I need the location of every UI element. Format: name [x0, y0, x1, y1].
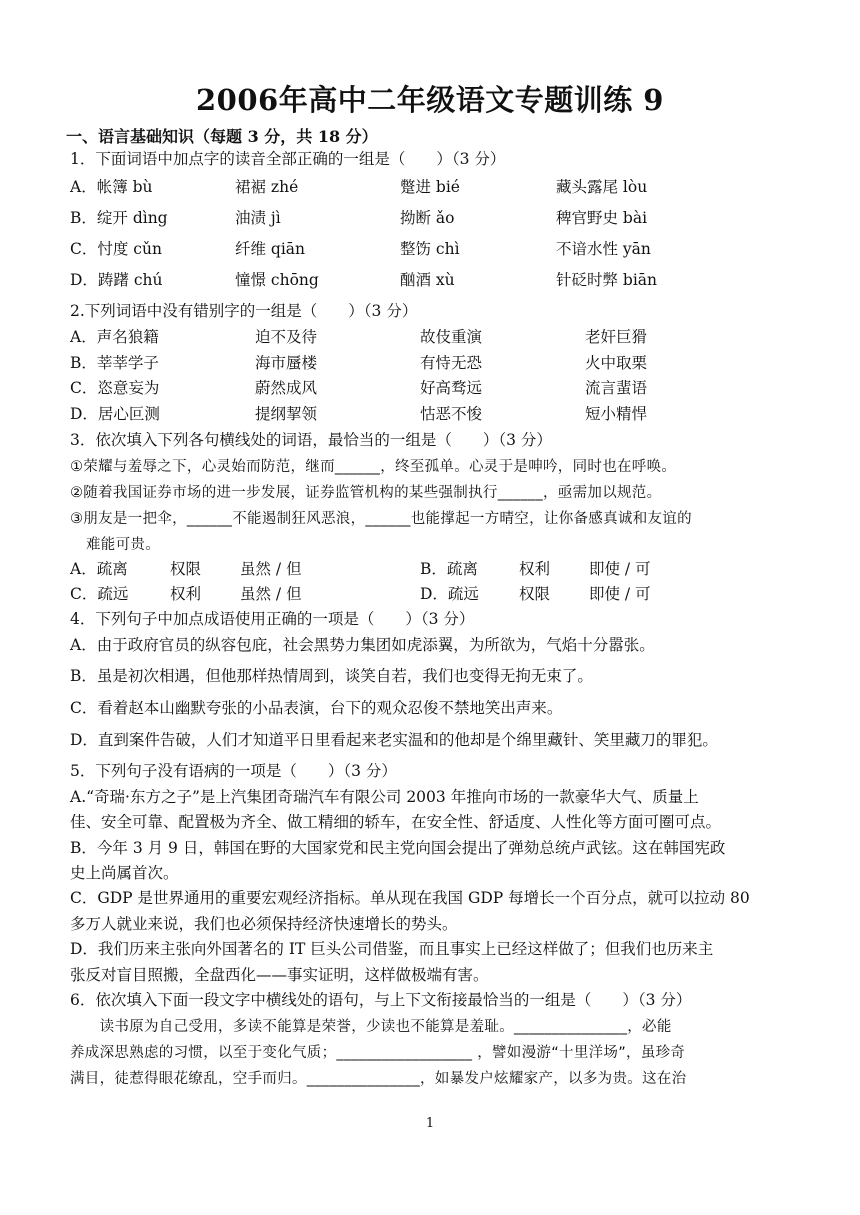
- q3-c-word1: C．疏远: [70, 585, 129, 603]
- q3-c-word2: 权利: [170, 585, 202, 603]
- q1-a-2: 裙裾 zhé: [235, 178, 299, 196]
- q3-c-word3: 虽然 / 但: [240, 585, 302, 603]
- q4-option-a: A．由于政府官员的纵容包庇，社会黑势力集团如虎添翼，为所欲为，气焰十分嚣张。: [70, 636, 655, 654]
- q5-option-a: A.“奇瑞·东方之子”是上汽集团奇瑞汽车有限公司 2003 年推向市场的一款豪华大气、质量上: [70, 788, 699, 806]
- q6-passage-line: 养成深思熟虑的习惯，以至于变化气质；__________________ ，譬如漫游“十里洋场”，虽珍奇: [70, 1045, 686, 1061]
- q5-option-c: C．GDP 是世界通用的重要宏观经济指标。单从现在我国 GDP 每增长一个百分点，就可以拉动 80: [70, 889, 750, 907]
- q1-d-1: D．踌躇 chú: [70, 271, 163, 289]
- q2-d-4: 短小精悍: [585, 405, 648, 423]
- q2-a-2: 迫不及待: [255, 328, 318, 346]
- q3-a-word1: A．疏离: [70, 560, 128, 578]
- q3-sentence-1: ①荣耀与羞辱之下，心灵始而防范，继而______，终至孤单。心灵于是呻吟，同时也在呼唤。: [70, 459, 677, 475]
- q5-option-c-cont: 多万人就业来说，我们也必须保持经济快速增长的势头。: [70, 915, 458, 933]
- q1-a-4: 藏头露尾 lòu: [556, 178, 648, 196]
- q1-b-1: B．绽开 dìng: [70, 209, 168, 227]
- q1-d-2: 憧憬 chōng: [235, 271, 319, 289]
- q3-b-word1: B．疏离: [420, 560, 478, 578]
- q2-a-4: 老奸巨猾: [585, 328, 648, 346]
- q5-option-d: D．我们历来主张向外国著名的 IT 巨头公司借鉴，而且事实上已经这样做了；但我们也历来主: [70, 940, 714, 958]
- q2-c-4: 流言蜚语: [585, 379, 648, 397]
- q2-b-3: 有恃无恐: [420, 354, 483, 372]
- q2-b-4: 火中取栗: [585, 354, 648, 372]
- q1-c-3: 整饬 chì: [400, 240, 460, 258]
- q5-option-a-cont: 佳、安全可靠、配置极为齐全、做工精细的轿车，在安全性、舒适度、人性化等方面可圈可点。: [70, 813, 722, 831]
- q6-passage-line: 满目，徒惹得眼花缭乱，空手而归。_______________，如暴发户炫耀家产，以多为贵。这在治: [70, 1071, 687, 1087]
- q1-a-3: 蹩进 bié: [400, 178, 460, 196]
- q2-b-2: 海市蜃楼: [255, 354, 318, 372]
- question-3-stem: 3．依次填入下列各句横线处的词语，最恰当的一组是（ ）（3 分）: [70, 431, 552, 449]
- q1-b-4: 稗官野史 bài: [556, 209, 648, 227]
- q5-option-b: B．今年 3 月 9 日，韩国在野的大国家党和民主党向国会提出了弹劾总统卢武铉。这在韩国宪政: [70, 839, 726, 857]
- q3-sentence-2: ②随着我国证券市场的进一步发展，证券监管机构的某些强制执行______，亟需加以规范。: [70, 485, 662, 501]
- q3-sentence-3: ③朋友是一把伞，______不能遏制狂风恶浪，______也能撑起一方晴空，让你备感真诚和友谊的: [70, 511, 692, 527]
- q3-sentence-3-cont: 难能可贵。: [86, 537, 160, 553]
- page-number: 1: [425, 1116, 435, 1131]
- q4-option-b: B．虽是初次相遇，但他那样热情周到，谈笑自若，我们也变得无拘无束了。: [70, 667, 593, 685]
- q4-option-d: D．直到案件告破，人们才知道平日里看起来老实温和的他却是个绵里藏针、笑里藏刀的罪犯。: [70, 731, 718, 749]
- q2-a-1: A．声名狼籍: [70, 328, 159, 346]
- question-1-stem: 1．下面词语中加点字的读音全部正确的一组是（ ）（3 分）: [70, 150, 506, 168]
- q6-passage-line: 读书原为自己受用，多读不能算是荣誉，少读也不能算是羞耻。_______________，必能: [70, 1019, 672, 1035]
- q2-c-2: 蔚然成风: [255, 379, 318, 397]
- q3-d-word3: 即使 / 可: [589, 585, 651, 603]
- q3-d-word2: 权限: [519, 585, 551, 603]
- q1-b-2: 油渍 jì: [235, 209, 281, 227]
- q2-c-3: 好高骛远: [420, 379, 483, 397]
- q5-option-b-cont: 史上尚属首次。: [70, 864, 179, 882]
- q1-d-4: 针砭时弊 biān: [556, 271, 658, 289]
- q5-option-d-cont: 张反对盲目照搬，全盘西化——事实证明，这样做极端有害。: [70, 966, 489, 984]
- q3-d-word1: D．疏远: [420, 585, 479, 603]
- q1-a-1: A．帐簿 bù: [70, 178, 153, 196]
- page-title: 2006年高中二年级语文专题训练 9: [196, 83, 664, 117]
- q1-d-3: 酗酒 xù: [400, 271, 455, 289]
- q4-option-c: C．看着赵本山幽默夸张的小品表演，台下的观众忍俊不禁地笑出声来。: [70, 699, 563, 717]
- q3-a-word3: 虽然 / 但: [240, 560, 302, 578]
- q1-c-2: 纤维 qiān: [235, 240, 306, 258]
- q3-b-word3: 即使 / 可: [589, 560, 651, 578]
- question-5-stem: 5．下列句子没有语病的一项是（ ）（3 分）: [70, 762, 397, 780]
- question-6-stem: 6．依次填入下面一段文字中横线处的语句，与上下文衔接最恰当的一组是（ ）（3 分）: [70, 991, 692, 1009]
- q1-b-3: 拗断 ǎo: [400, 209, 455, 227]
- q1-c-1: C．忖度 cǔn: [70, 240, 162, 258]
- q2-d-1: D．居心叵测: [70, 405, 160, 423]
- q2-c-1: C．恣意妄为: [70, 379, 160, 397]
- section-heading: 一、语言基础知识（每题 3 分，共 18 分）: [66, 127, 378, 146]
- q2-d-3: 怙恶不悛: [420, 405, 483, 423]
- question-4-stem: 4．下列句子中加点成语使用正确的一项是（ ）（3 分）: [70, 610, 475, 628]
- q3-a-word2: 权限: [170, 560, 202, 578]
- q1-c-4: 不谙水性 yān: [556, 240, 651, 258]
- q2-a-3: 故伎重演: [420, 328, 483, 346]
- q2-d-2: 提纲挈领: [255, 405, 318, 423]
- question-2-stem: 2.下列词语中没有错别字的一组是（ ）（3 分）: [70, 302, 418, 320]
- q2-b-1: B．莘莘学子: [70, 354, 159, 372]
- q3-b-word2: 权利: [519, 560, 551, 578]
